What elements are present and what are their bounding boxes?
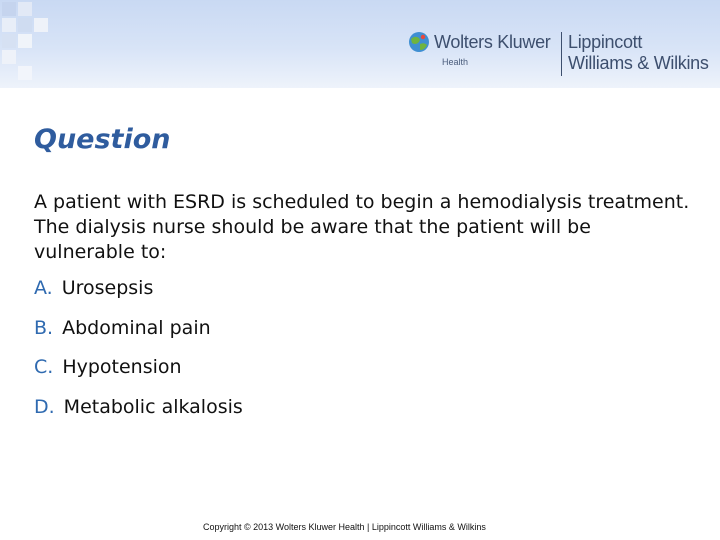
division-name: Health [442, 57, 469, 67]
imprint-line-2: Williams & Wilkins [568, 53, 709, 73]
answer-option-d[interactable] [34, 395, 243, 435]
answer-option-a[interactable] [34, 276, 243, 316]
company-name: Wolters Kluwer [434, 32, 551, 52]
question-text: A patient with ESRD is scheduled to begin a hemodialysis treatment. The dialysis nurse should be aware that the patient will be vulnerable to: [34, 191, 690, 263]
answer-letter: A. [34, 277, 53, 299]
globe-icon [408, 31, 430, 53]
imprint-line-1: Lippincott [568, 32, 643, 52]
corner-decoration [0, 0, 60, 90]
publisher-logo [404, 29, 716, 79]
slide-title: Question [34, 124, 171, 155]
logo-divider [561, 32, 562, 76]
answer-letter: C. [34, 356, 54, 378]
answer-option-b[interactable] [34, 316, 243, 356]
answer-option-c[interactable] [34, 355, 243, 395]
answer-letter: B. [34, 316, 54, 339]
answer-letter: D. [34, 395, 55, 418]
answer-text: Urosepsis [61, 277, 154, 299]
answer-list [34, 276, 243, 434]
copyright-footer: Copyright © 2013 Wolters Kluwer Health | Lippincott Williams & Wilkins [203, 522, 486, 532]
answer-text: Metabolic alkalosis [63, 395, 243, 418]
answer-text: Abdominal pain [62, 316, 211, 339]
answer-text: Hypotension [62, 356, 182, 378]
